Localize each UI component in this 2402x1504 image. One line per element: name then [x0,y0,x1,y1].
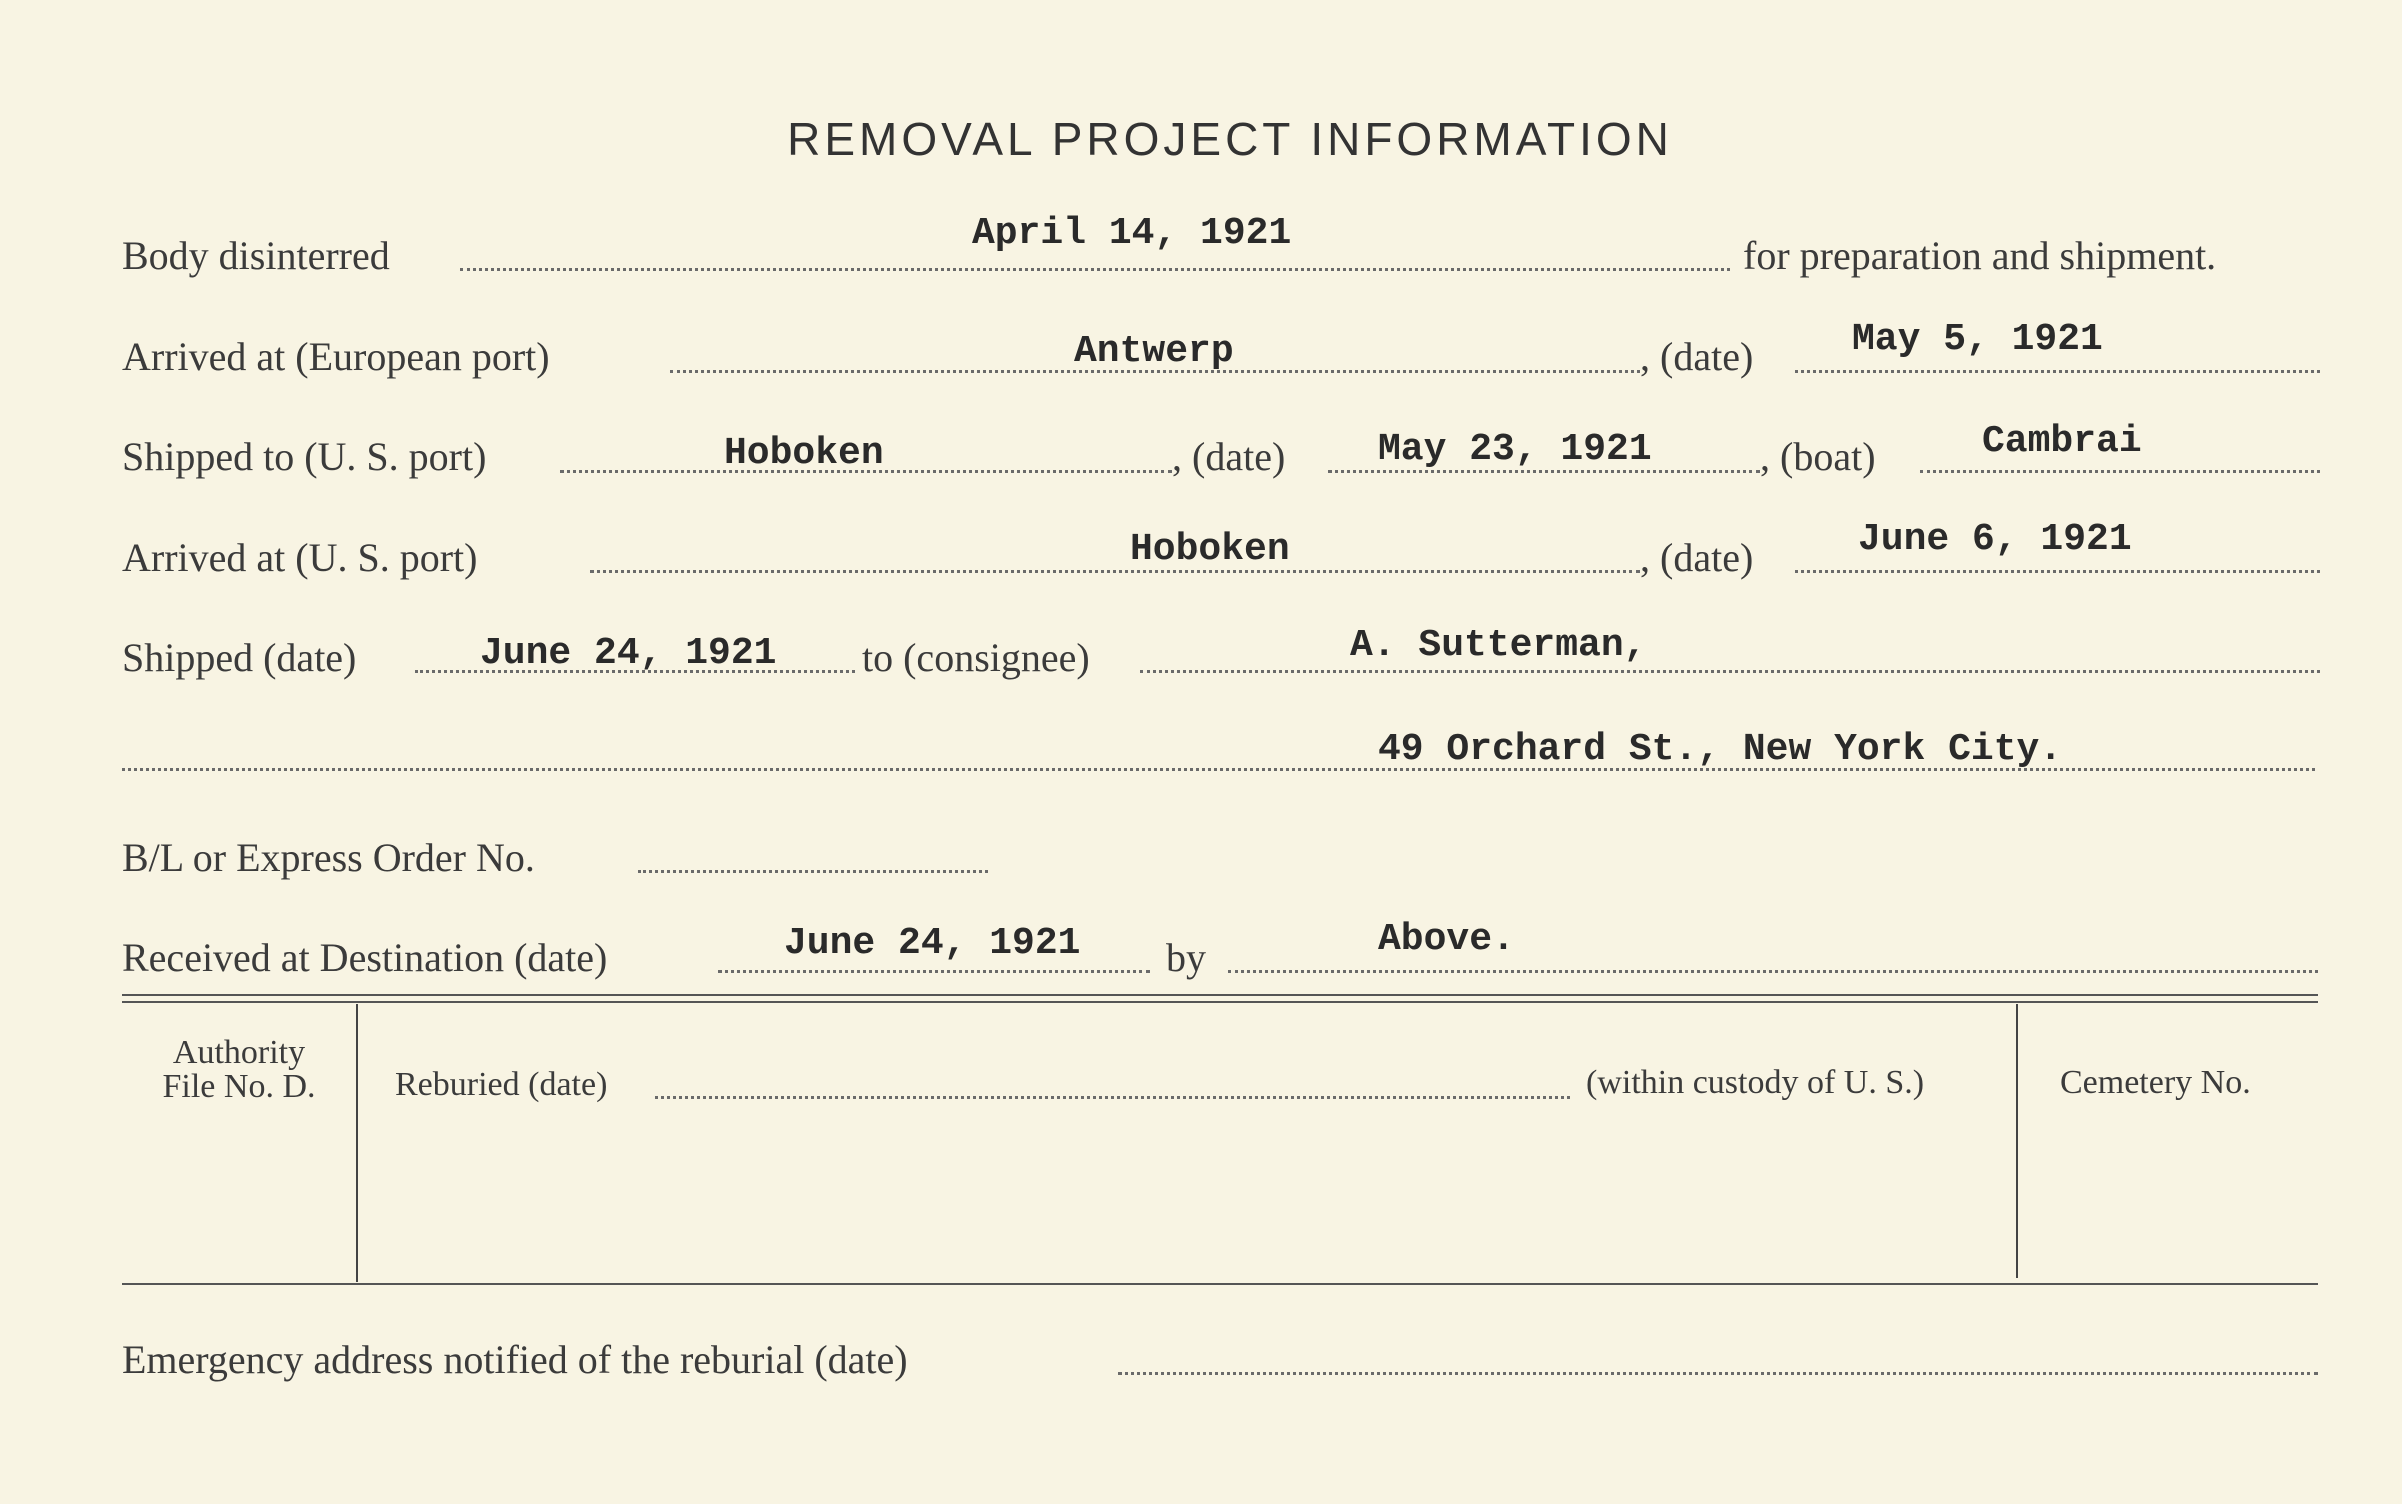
cemetery-label: Cemetery No. [2060,1064,2251,1101]
arrived-us-port: Hoboken [1130,528,1290,571]
address-value: 49 Orchard St., New York City. [1378,728,2063,771]
received-date-line [718,970,1150,973]
received-date: June 24, 1921 [784,922,1081,965]
arrived-us-date: June 6, 1921 [1858,518,2132,561]
bl-line [638,870,988,873]
shipped-us-port: Hoboken [724,432,884,475]
shipped-us-date-label: , (date) [1172,434,1286,479]
arrived-eu-label: Arrived at (European port) [122,334,550,379]
shipped-us-label: Shipped to (U. S. port) [122,434,487,479]
shipped-label: Shipped (date) [122,635,357,680]
shipped-date: June 24, 1921 [480,632,777,675]
arrived-us-date-label: , (date) [1640,535,1754,580]
arrived-eu-port: Antwerp [1074,330,1234,373]
bl-label: B/L or Express Order No. [122,835,535,880]
disinterred-label: Body disinterred [122,233,390,278]
reburied-line [655,1096,1570,1099]
emergency-line [1118,1372,2318,1375]
reburied-label: Reburied (date) [395,1066,608,1103]
disinterred-value: April 14, 1921 [972,212,1292,255]
received-by-label: by [1166,935,1206,980]
authority-line-1: Authority [172,1034,306,1071]
consignee-value: A. Sutterman, [1350,624,1647,667]
box-divider-left [356,1004,358,1282]
arrived-eu-date: May 5, 1921 [1852,318,2103,361]
shipped-us-boat-line [1920,470,2320,473]
box-bottom-rule [122,1283,2318,1285]
disinterred-line [460,268,1730,271]
box-divider-right [2016,1004,2018,1278]
box-top-rule-2 [122,1001,2318,1003]
consignee-line [1140,670,2320,673]
arrived-us-line [590,570,1640,573]
authority-line-2: File No. D. [162,1068,316,1105]
received-by-line [1228,970,2318,973]
arrived-us-label: Arrived at (U. S. port) [122,535,478,580]
authority-file-label [122,1036,356,1104]
arrived-eu-date-line [1795,370,2320,373]
custody-label: (within custody of U. S.) [1586,1064,1925,1101]
disinterred-suffix: for preparation and shipment. [1743,233,2217,278]
emergency-label: Emergency address notified of the reburial (date) [122,1337,908,1382]
arrived-eu-date-label: , (date) [1640,334,1754,379]
received-label: Received at Destination (date) [122,935,608,980]
arrived-us-date-line [1795,570,2320,573]
shipped-us-boat-label: , (boat) [1760,434,1876,479]
shipped-us-date: May 23, 1921 [1378,428,1652,471]
consignee-label: to (consignee) [862,635,1090,680]
box-top-rule-1 [122,994,2318,996]
page-title: REMOVAL PROJECT INFORMATION [787,113,1673,165]
shipped-us-boat: Cambrai [1982,420,2142,463]
received-by: Above. [1378,918,1515,961]
